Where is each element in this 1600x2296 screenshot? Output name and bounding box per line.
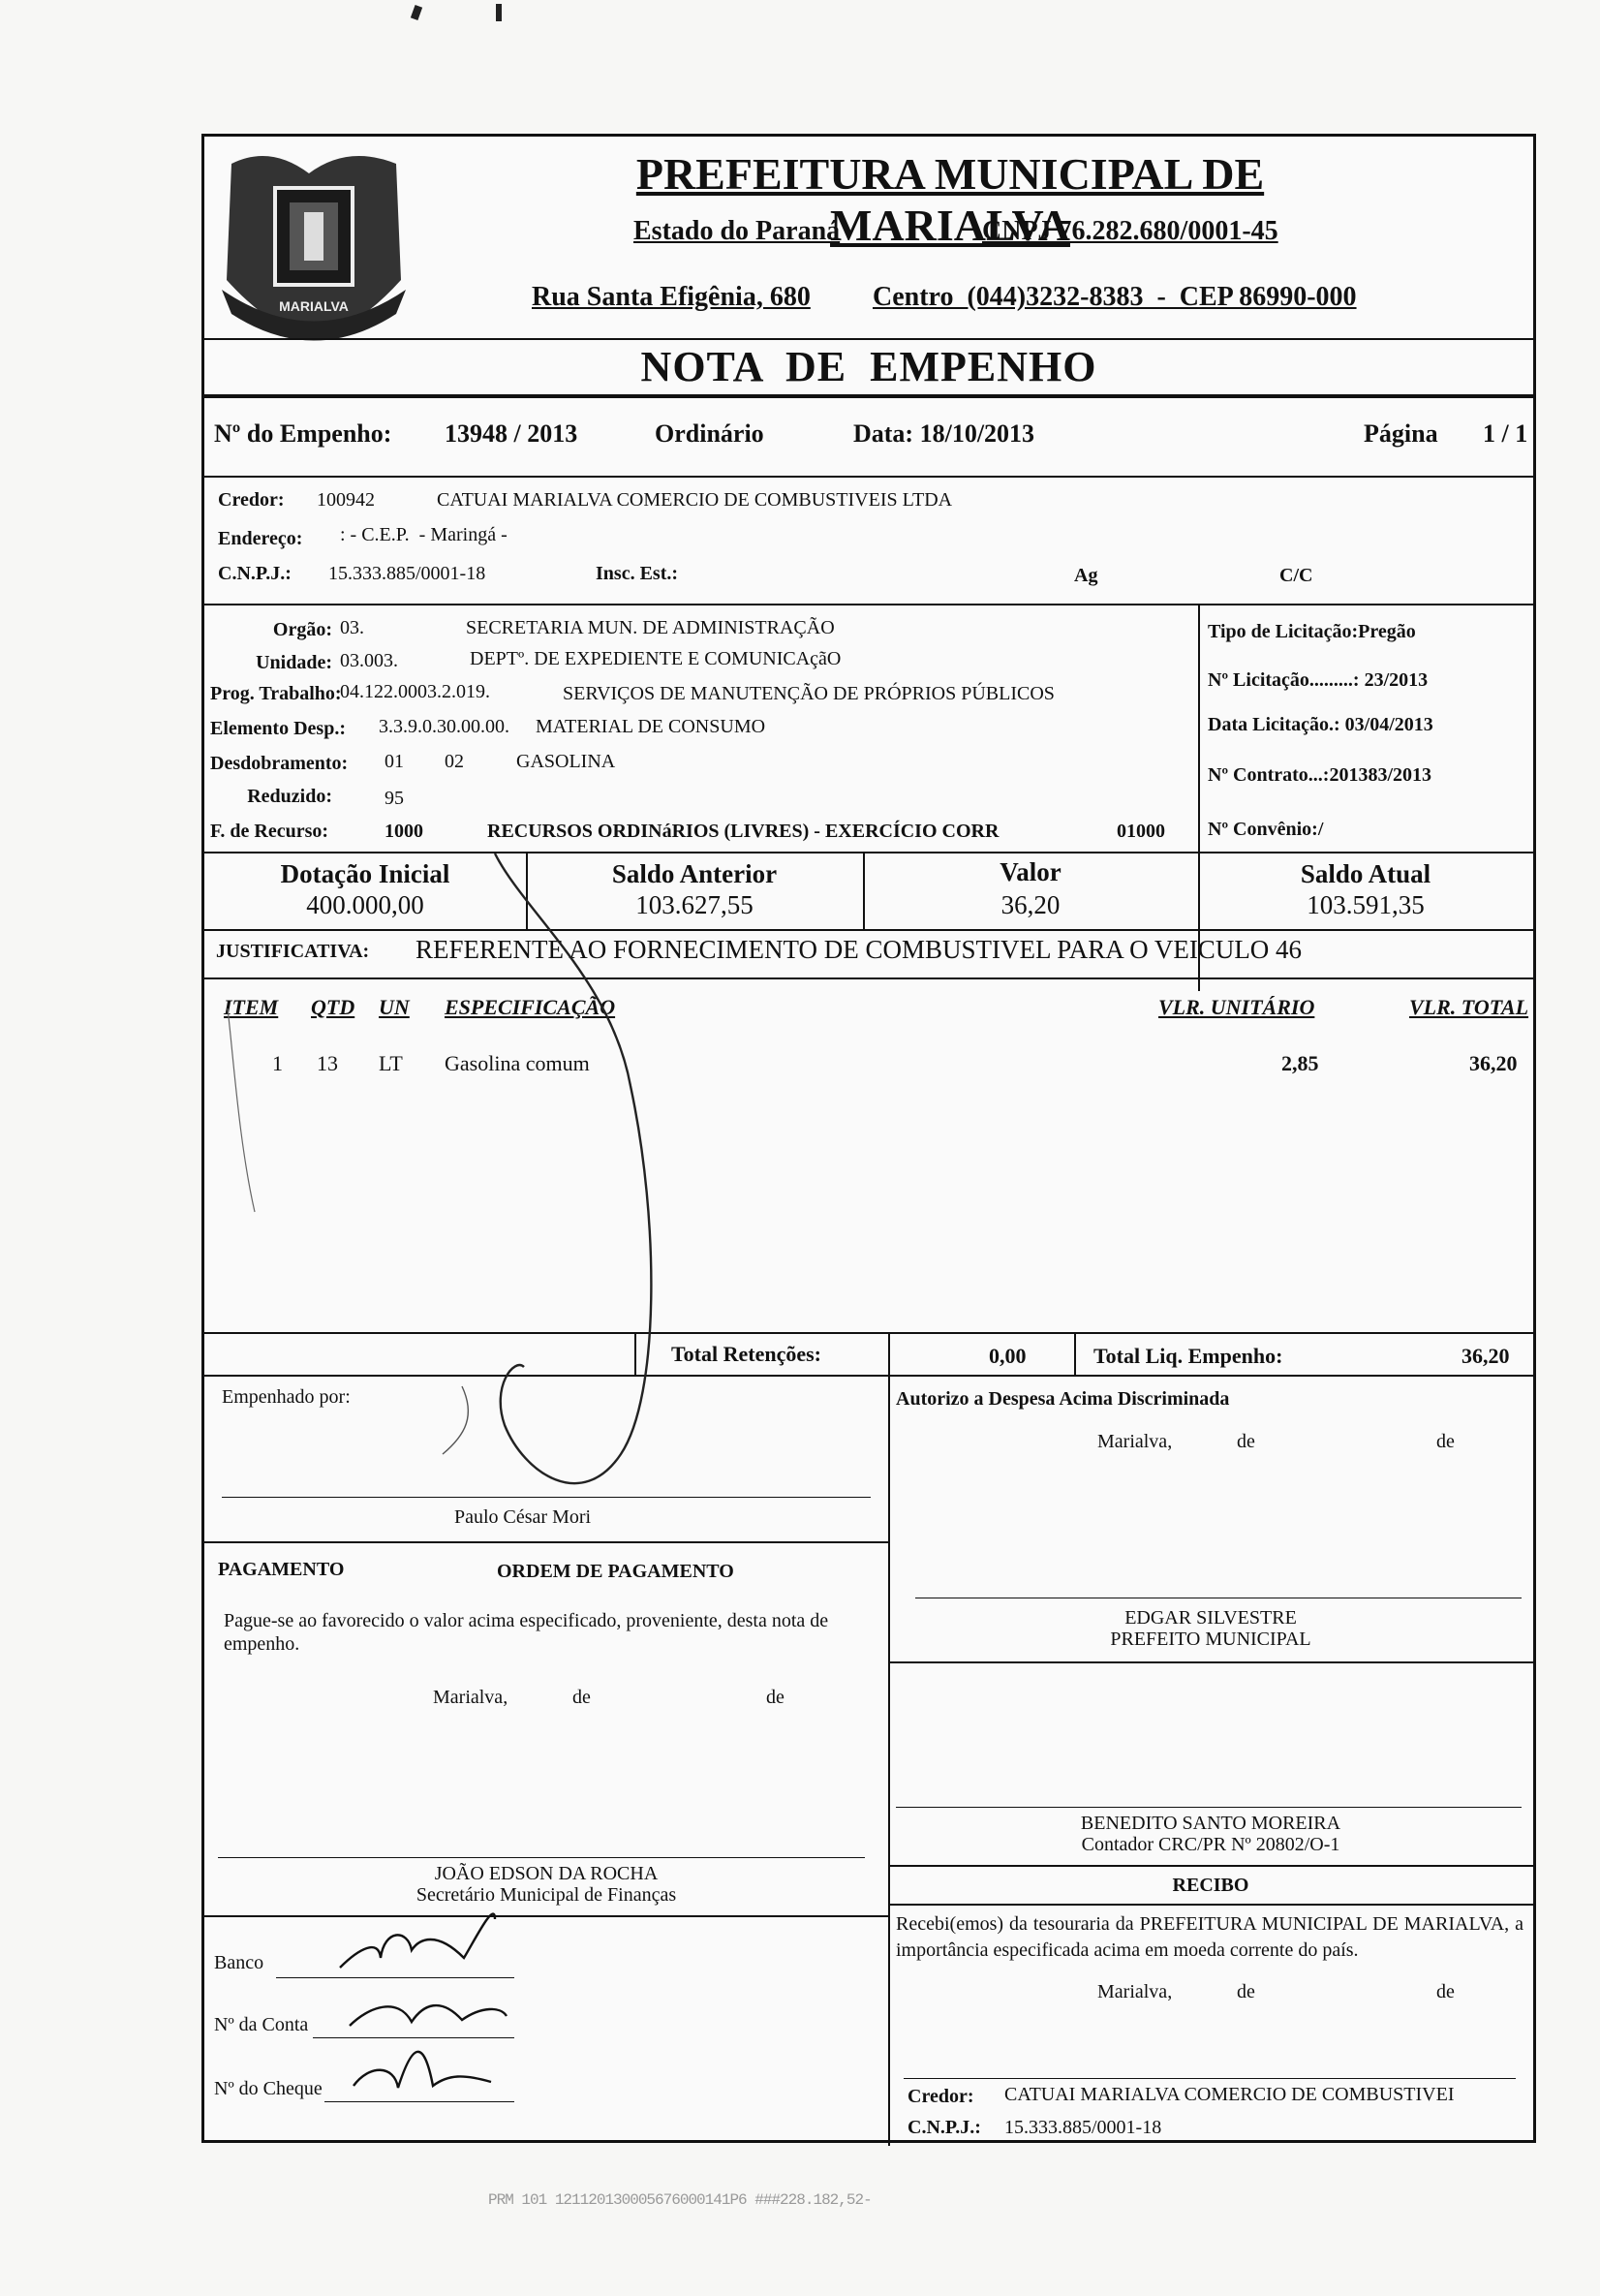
- document-title: NOTA DE EMPENHO: [640, 343, 1097, 390]
- autorizo-de-1: de: [1237, 1431, 1255, 1452]
- cc-label: C/C: [1279, 565, 1313, 586]
- secretario-name: JOÃO EDSON DA ROCHA: [434, 1863, 659, 1884]
- orgao-code: 03.: [340, 617, 364, 638]
- address-field-label: Endereço:: [218, 528, 303, 549]
- credor-cnpj: 15.333.885/0001-18: [328, 563, 486, 584]
- prefeito-role: PREFEITO MUNICIPAL: [1110, 1629, 1311, 1650]
- cnpj-label: CNPJ 76.282.680/0001-45: [982, 216, 1278, 246]
- table-row-un: LT: [379, 1051, 403, 1075]
- pagamento-de-2: de: [766, 1687, 785, 1708]
- empenho-date: Data: 18/10/2013: [853, 419, 1035, 448]
- autorizo-place: Marialva,: [1097, 1431, 1173, 1452]
- recurso-code-2: 01000: [1117, 821, 1165, 842]
- recurso-code: 1000: [385, 821, 423, 842]
- vlr-total-col-header: VLR. TOTAL: [1409, 995, 1529, 1019]
- justificativa-label: JUSTIFICATIVA:: [216, 941, 370, 962]
- retencoes-value: 0,00: [989, 1344, 1027, 1368]
- dotacao-label: Dotação Inicial: [280, 859, 450, 888]
- prog-label: Prog. Trabalho:: [210, 683, 342, 704]
- address-label: Centro (044)3232-8383 - CEP 86990-000: [873, 282, 1357, 312]
- scan-mark: [411, 5, 422, 20]
- total-liq-value: 36,20: [1462, 1344, 1510, 1368]
- page-value: 1 / 1: [1483, 419, 1528, 448]
- table-row-vlr-unit: 2,85: [1281, 1051, 1319, 1075]
- data-licitacao: Data Licitação.: 03/04/2013: [1208, 714, 1433, 735]
- table-row-qtd: 13: [317, 1051, 338, 1075]
- recibo-credor-name: CATUAI MARIALVA COMERCIO DE COMBUSTIVEI: [1004, 2084, 1455, 2105]
- credor-name: CATUAI MARIALVA COMERCIO DE COMBUSTIVEIS LTDA: [437, 489, 953, 511]
- orgao-label: Orgão:: [272, 619, 332, 640]
- credor-label: Credor:: [218, 489, 285, 511]
- nota-empenho-form: [201, 134, 1536, 2143]
- un-col-header: UN: [379, 995, 410, 1019]
- recibo-cnpj: 15.333.885/0001-18: [1004, 2117, 1162, 2138]
- desdobramento-a: 01: [385, 751, 404, 772]
- street-label: Rua Santa Efigênia, 680: [532, 282, 811, 312]
- saldo-anterior-label: Saldo Anterior: [611, 859, 778, 888]
- saldo-anterior-value: 103.627,55: [635, 890, 754, 919]
- ag-label: Ag: [1074, 565, 1098, 586]
- prefeito-name: EDGAR SILVESTRE: [1124, 1607, 1297, 1629]
- insc-est-label: Insc. Est.:: [596, 563, 679, 584]
- reduzido-label: Reduzido:: [247, 786, 332, 807]
- empenhado-label: Empenhado por:: [222, 1386, 351, 1408]
- prog-code: 04.122.0003.2.019.: [340, 681, 490, 702]
- cheque-label: Nº do Cheque: [214, 2078, 323, 2099]
- recurso-name: RECURSOS ORDINáRIOS (LIVRES) - EXERCÍCIO CORR: [487, 821, 1000, 842]
- ordem-pagamento-label: ORDEM DE PAGAMENTO: [497, 1561, 734, 1582]
- espec-col-header: ESPECIFICAÇÃO: [445, 995, 616, 1019]
- svg-text:MARIALVA: MARIALVA: [279, 298, 349, 314]
- saldo-atual-label: Saldo Atual: [1300, 859, 1431, 888]
- recurso-label: F. de Recurso:: [210, 821, 329, 842]
- valor-value: 36,20: [1000, 890, 1061, 919]
- empenho-number-label: Nº do Empenho:: [214, 419, 392, 448]
- table-row-vlr-total: 36,20: [1469, 1051, 1518, 1075]
- retencoes-label: Total Retenções:: [671, 1342, 821, 1366]
- empenho-number: 13948 / 2013: [445, 419, 578, 448]
- reduzido-value: 95: [385, 788, 404, 809]
- elemento-code: 3.3.9.0.30.00.00.: [379, 716, 509, 737]
- recibo-label: RECIBO: [1172, 1875, 1249, 1896]
- page-label: Página: [1364, 419, 1438, 448]
- total-liq-label: Total Liq. Empenho:: [1093, 1344, 1283, 1368]
- recibo-place: Marialva,: [1097, 1981, 1173, 2002]
- tipo-licitacao: Tipo de Licitação:Pregão: [1208, 621, 1416, 642]
- empenho-type: Ordinário: [655, 419, 764, 448]
- credor-cnpj-label: C.N.P.J.:: [218, 563, 292, 584]
- vlr-unit-col-header: VLR. UNITÁRIO: [1158, 995, 1315, 1019]
- prefeitura-title: PREFEITURA MUNICIPAL DE MARIALVA: [635, 149, 1265, 250]
- desdobramento-b: 02: [445, 751, 464, 772]
- recibo-de-1: de: [1237, 1981, 1255, 2002]
- footer-code: PRM 101 121120130005676000141P6 ###228.182,52-: [488, 2191, 872, 2209]
- scan-mark: [496, 4, 502, 21]
- recibo-de-2: de: [1436, 1981, 1455, 2002]
- autorizo-de-2: de: [1436, 1431, 1455, 1452]
- justificativa-text: REFERENTE AO FORNECIMENTO DE COMBUSTIVEL PARA O VEICULO 46: [415, 935, 1303, 964]
- qtd-col-header: QTD: [311, 995, 355, 1019]
- saldo-atual-value: 103.591,35: [1307, 890, 1425, 919]
- desdobramento-label: Desdobramento:: [210, 753, 349, 774]
- pagamento-label: PAGAMENTO: [218, 1559, 345, 1580]
- numero-convenio: Nº Convênio:/: [1208, 819, 1324, 840]
- recibo-text: Recebi(emos) da tesouraria da PREFEITURA MUNICIPAL DE MARIALVA, a importância especificada acima em moeda corrente do país.: [896, 1913, 1523, 1961]
- secretario-role: Secretário Municipal de Finanças: [415, 1884, 677, 1906]
- orgao-name: SECRETARIA MUN. DE ADMINISTRAÇÃO: [466, 617, 835, 638]
- numero-contrato: Nº Contrato...:201383/2013: [1208, 764, 1432, 786]
- unidade-name: DEPTº. DE EXPEDIENTE E COMUNICAçãO: [470, 648, 842, 669]
- handwritten-signature-icon: [204, 137, 1533, 2142]
- elemento-label: Elemento Desp.:: [210, 718, 346, 739]
- numero-licitacao: Nº Licitação.........: 23/2013: [1208, 669, 1429, 691]
- recibo-cnpj-label: C.N.P.J.:: [908, 2117, 981, 2138]
- autorizo-label: Autorizo a Despesa Acima Discriminada: [896, 1388, 1230, 1410]
- valor-label: Valor: [1000, 857, 1062, 886]
- elemento-name: MATERIAL DE CONSUMO: [536, 716, 766, 737]
- empenhado-name: Paulo César Mori: [454, 1506, 592, 1528]
- table-row-item: 1: [272, 1051, 283, 1075]
- address-field-value: : - C.E.P. - Maringá -: [340, 524, 508, 545]
- contador-role: Contador CRC/PR Nº 20802/O-1: [1081, 1834, 1340, 1855]
- recibo-credor-label: Credor:: [908, 2086, 974, 2107]
- credor-code: 100942: [317, 489, 375, 511]
- pagamento-place: Marialva,: [433, 1687, 508, 1708]
- unidade-code: 03.003.: [340, 650, 398, 671]
- pagamento-text: Pague-se ao favorecido o valor acima especificado, proveniente, desta nota de empenho.: [224, 1610, 829, 1655]
- prog-name: SERVIÇOS DE MANUTENÇÃO DE PRÓPRIOS PÚBLICOS: [563, 683, 1055, 704]
- desdobramento-name: GASOLINA: [516, 751, 616, 772]
- dotacao-value: 400.000,00: [306, 890, 424, 919]
- item-col-header: ITEM: [224, 995, 279, 1019]
- state-label: Estado do Paraná: [633, 216, 841, 246]
- banco-label: Banco: [214, 1952, 264, 1973]
- unidade-label: Unidade:: [256, 652, 332, 673]
- contador-name: BENEDITO SANTO MOREIRA: [1080, 1813, 1341, 1834]
- table-row-espec: Gasolina comum: [445, 1051, 590, 1075]
- conta-label: Nº da Conta: [214, 2014, 309, 2035]
- pagamento-de-1: de: [572, 1687, 591, 1708]
